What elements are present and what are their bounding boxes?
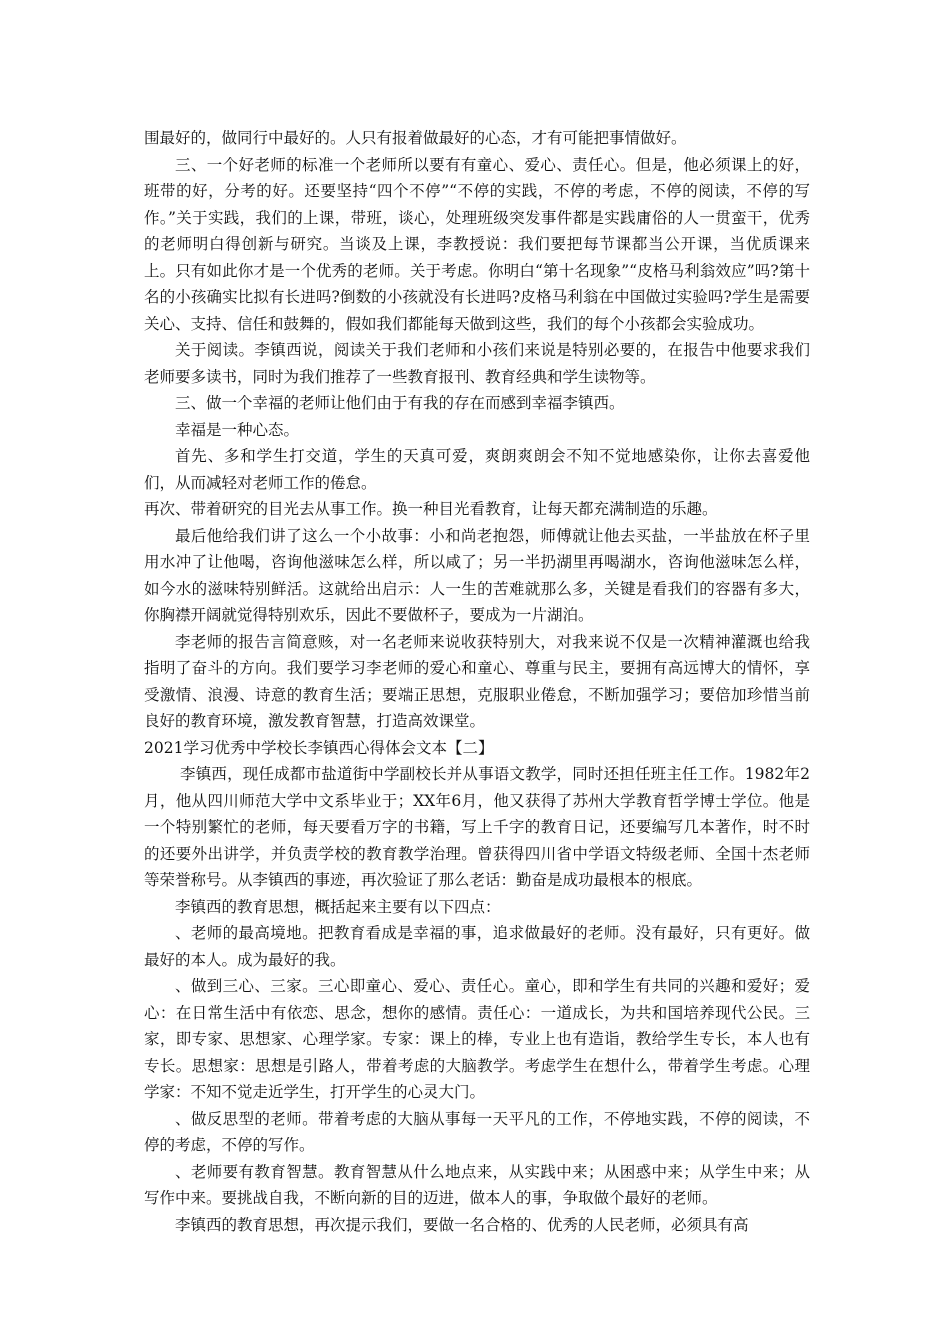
section-title: 2021学习优秀中学校长李镇西心得体会文本【二】 xyxy=(144,738,494,757)
paragraph-1: 围最好的，做同行中最好的。人只有报着做最好的心态，才有可能把事情做好。 xyxy=(144,129,687,147)
paragraph-11: 李镇西的教育思想，概括起来主要有以下四点： xyxy=(175,897,501,916)
paragraph-4: 三、做一个幸福的老师让他们由于有我的存在而感到幸福李镇西。 xyxy=(175,394,625,412)
paragraph-16: 李镇西的教育思想，再次提示我们，要做一名合格的、优秀的人民老师，必须具有高 xyxy=(175,1215,749,1234)
paragraph-10: 李镇西，现任成都市盐道街中学副校长并从事语文教学，同时还担任班主任工作。1982年2月，他从四川师范大学中文系毕业于；XX年6月，他又获得了苏州大学教育哲学博士学位。他是一个特别繁忙的老师，每天要看万字的书籍，写上千字的教育日记，还要编写几本著作，时不时的还要外出讲学，并负责学校的教育教学治理。曾获得四川省中学语文特级老师、全国十杰老师等荣誉称号。从李镇西的事迹，再次验证了那么老话：勤奋是成功最根本的根底。 xyxy=(144,765,810,889)
paragraph-6: 首先、多和学生打交道，学生的天真可爱，爽朗爽朗会不知不觉地感染你，让你去喜爱他们，从而减轻对老师工作的倦怠。 xyxy=(144,447,810,492)
paragraph-9: 李老师的报告言简意赅，对一名老师来说收获特别大，对我来说不仅是一次精神灌溉也给我指明了奋斗的方向。我们要学习李老师的爱心和童心、尊重与民主，要拥有高远博大的情怀，享受激情、浪漫、诗意的教育生活；要端正思想，克服职业倦怠，不断加强学习；要倍加珍惜当前良好的教育环境，激发教育智慧，打造高效课堂。 xyxy=(144,632,810,730)
paragraph-5: 幸福是一种心态。 xyxy=(175,420,300,439)
paragraph-13: 、做到三心、三家。三心即童心、爱心、责任心。童心，即和学生有共同的兴趣和爱好；爱心：在日常生活中有依恋、思念，想你的感情。责任心：一道成长，为共和国培养现代公民。三家，即专家、思想家、心理学家。专家：课上的棒，专业上也有造诣，教给学生专长，本人也有专长。思想家：思想是引路人，带着考虑的大脑教学。考虑学生在想什么，带着学生考虑。心理学家：不知不觉走近学生，打开学生的心灵大门。 xyxy=(144,977,810,1101)
paragraph-3: 关于阅读。李镇西说，阅读关于我们老师和小孩们来说是特别必要的，在报告中他要求我们老师要多读书，同时为我们推荐了一些教育报刊、教育经典和学生读物等。 xyxy=(144,341,810,386)
paragraph-14: 、做反思型的老师。带着考虑的大脑从事每一天平凡的工作，不停地实践，不停的阅读，不停的考虑，不停的写作。 xyxy=(144,1109,810,1154)
paragraph-2: 三、一个好老师的标准一个老师所以要有有童心、爱心、责任心。但是，他必须课上的好，班带的好，分考的好。还要坚持“四个不停”“不停的实践，不停的考虑，不停的阅读，不停的写作。”关于实践，我们的上课，带班，谈心，处理班级突发事件都是实践庸俗的人一贯蛮干，优秀的老师明白得创新与研究。当谈及上课，李教授说：我们要把每节课都当公开课，当优质课来上。只有如此你才是一个优秀的老师。关于考虑。你明白“第十名现象”“皮格马利翁效应”吗?第十名的小孩确实比拟有长进吗?倒数的小孩就没有长进吗?皮格马利翁在中国做过实验吗?学生是需要关心、支持、信任和鼓舞的，假如我们都能每天做到这些，我们的每个小孩都会实验成功。 xyxy=(144,155,810,333)
document-body xyxy=(144,125,810,1238)
paragraph-15: 、老师要有教育智慧。教育智慧从什么地点来，从实践中来；从困惑中来；从学生中来；从写作中来。要挑战自我，不断向新的目的迈进，做本人的事，争取做个最好的老师。 xyxy=(144,1162,810,1207)
paragraph-8: 最后他给我们讲了这么一个小故事：小和尚老抱怨，师傅就让他去买盐，一半盐放在杯子里用水冲了让他喝，咨询他滋味怎么样，所以咸了；另一半扔湖里再喝湖水，咨询他滋味怎么样，如今水的滋味特别鲜活。这就给出启示：人一生的苦难就那么多，关键是看我们的容器有多大，你胸襟开阔就觉得特别欢乐，因此不要做杯子，要成为一片湖泊。 xyxy=(144,526,810,624)
paragraph-7: 再次、带着研究的目光去从事工作。换一种目光看教育，让每天都充满制造的乐趣。 xyxy=(144,500,718,518)
paragraph-12: 、老师的最高境地。把教育看成是幸福的事，追求做最好的老师。没有最好，只有更好。做最好的本人。成为最好的我。 xyxy=(144,924,810,969)
